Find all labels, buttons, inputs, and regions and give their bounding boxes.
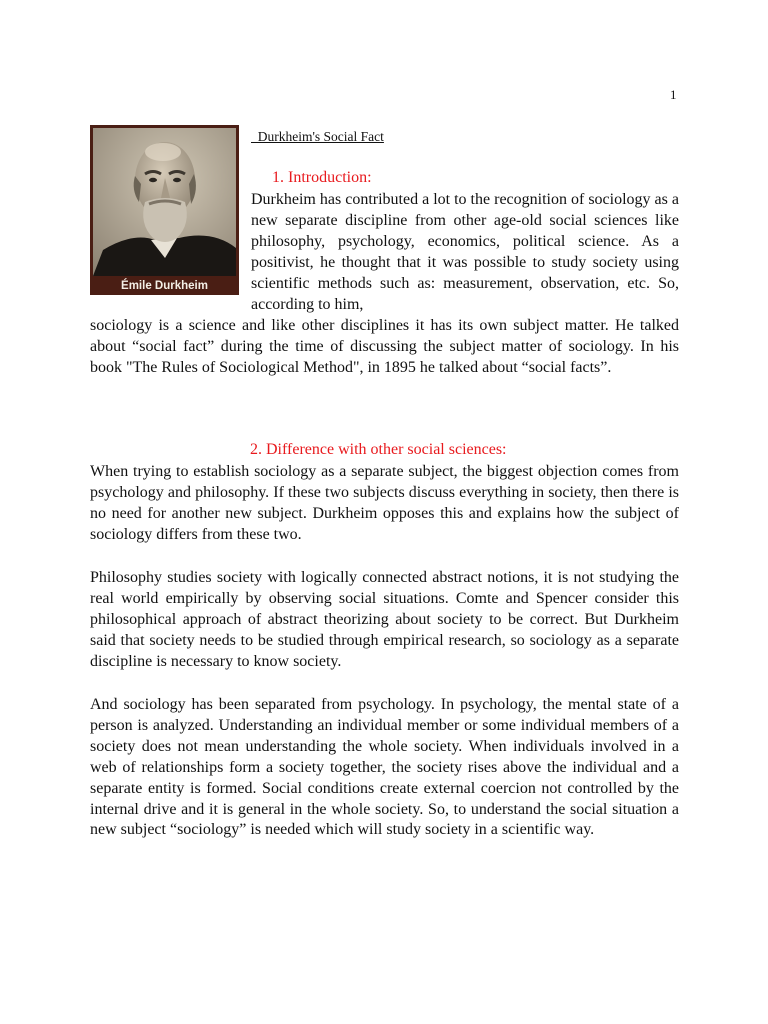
intro-paragraph-full: sociology is a science and like other disciplines it has its own subject matter. He talked about “social fact” during the time of discussing the subject matter of sociology. In his book "The Rules of Sociological Method", in 1895 he talked about “social facts”. (90, 317, 679, 376)
document-title: Durkheim's Social Fact (251, 129, 384, 144)
portrait-image (90, 125, 239, 295)
intro-paragraph-wrapped: Durkheim has contributed a lot to the recognition of sociology as a new separate discipline from other age-old social sciences like philosophy, psychology, economics, political science. As a positivist, he thought that it was possible to study society using scientific methods such as: measurement, observation, etc. So, according to him, (251, 191, 679, 313)
section-heading-difference: 2. Difference with other social sciences: (250, 441, 507, 458)
paragraph-philosophy: Philosophy studies society with logically connected abstract notions, it is not studying the real world empirically by observing social situations. Comte and Spencer consider this philosophical approach of abstract theorizing about society to be correct. But Durkheim said that society needs to be studied through empirical research, so sociology as a separate discipline is necessary to know society. (90, 569, 679, 670)
portrait-caption: Émile Durkheim (121, 280, 208, 292)
section-heading-introduction: 1. Introduction: (272, 169, 372, 186)
page-number: 1 (670, 87, 677, 102)
paragraph-psychology: And sociology has been separated from psychology. In psychology, the mental state of a person is analyzed. Understanding an individual member or some individual members of a society does not mean understanding the whole society. When individuals involved in a web of relationships form a society together, the society rises above the individual and a separate entity is formed. Social conditions create external coercion not controlled by the internal drive and it is general in the whole society. So, to understand the social situation a new subject “sociology” is needed which will study society in a scientific way. (90, 696, 679, 839)
durkheim-portrait-icon (93, 128, 236, 276)
paragraph-objection: When trying to establish sociology as a separate subject, the biggest objection comes from psychology and philosophy. If these two subjects discuss everything in society, then there is no need for another new subject. Durkheim opposes this and explains how the subject of sociology differs from these two. (90, 463, 679, 543)
